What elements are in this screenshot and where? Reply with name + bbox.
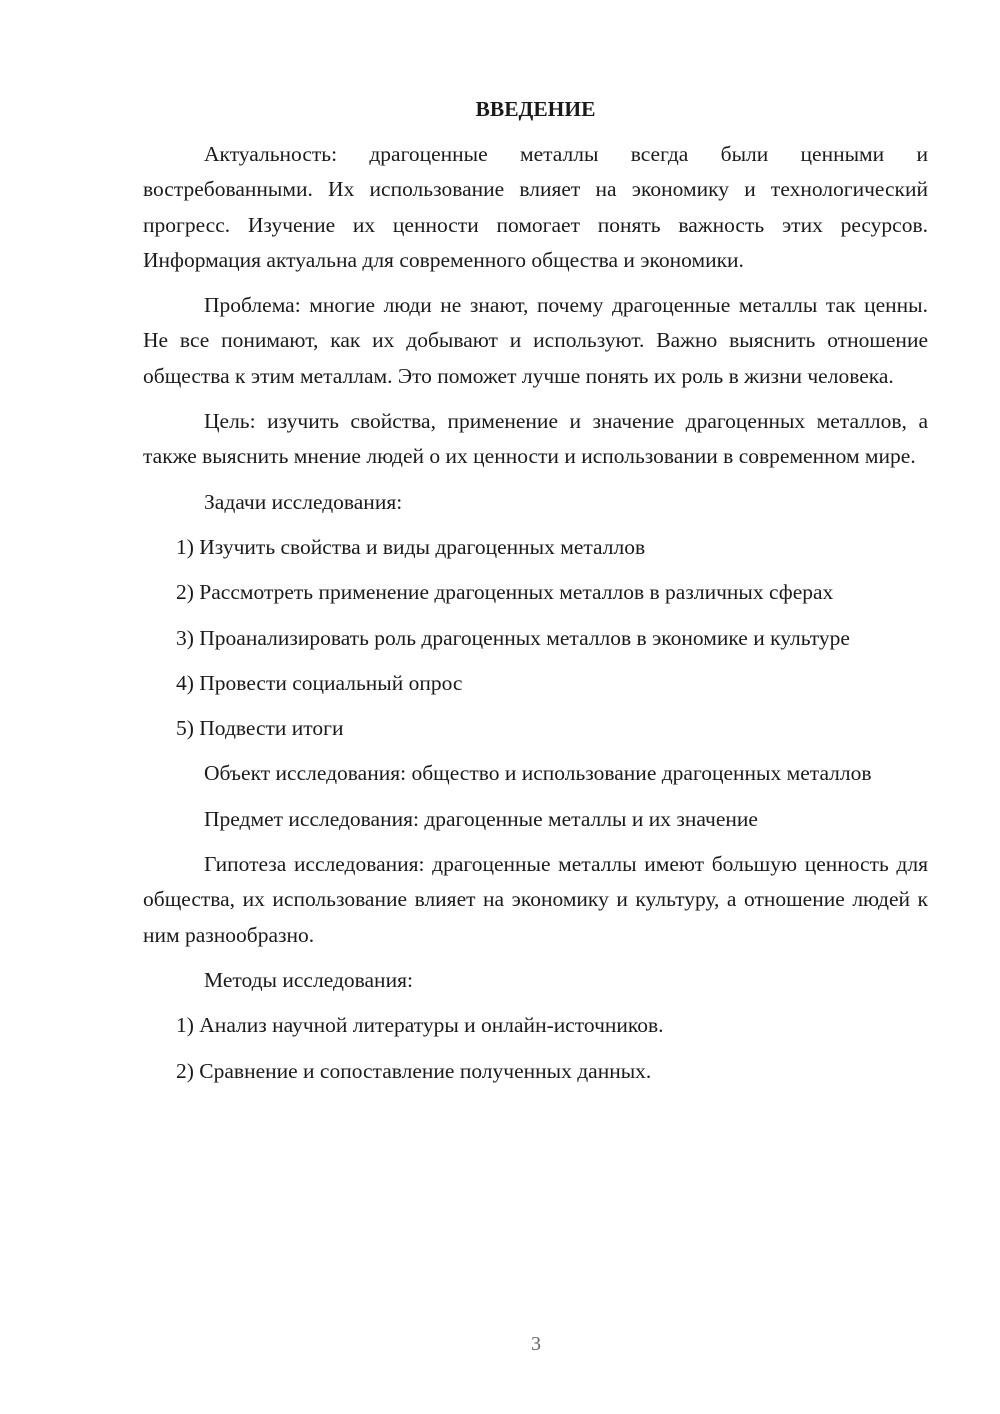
page-number: 3 — [531, 1333, 541, 1355]
method-item: 1) Анализ научной литературы и онлайн-источников. — [176, 1013, 664, 1038]
methods-heading: Методы исследования: — [204, 967, 413, 992]
task-item: 5) Подвести итоги — [176, 716, 344, 741]
task-item: 1) Изучить свойства и виды драгоценных металлов — [176, 534, 646, 559]
subject-paragraph: Предмет исследования: драгоценные металлы и их значение — [204, 806, 758, 831]
hypothesis-paragraph: Гипотеза исследования: драгоценные металлы имеют большую ценность для общества, их использование влияет на экономику и культуру, а отношение людей к ним разнообразно. — [143, 852, 928, 947]
relevance-paragraph: Актуальность: драгоценные металлы всегда были ценными и востребованными. Их использование влияет на экономику и технологический прогресс. Изучение их ценности помогает понять важность этих ресурсов. Информация актуальна для современного общества и экономики. — [143, 142, 928, 272]
page-title: ВВЕДЕНИЕ — [475, 97, 596, 121]
tasks-heading: Задачи исследования: — [204, 489, 403, 514]
document-page — [143, 92, 928, 1099]
object-paragraph: Объект исследования: общество и использование драгоценных металлов — [204, 761, 872, 786]
task-item: 2) Рассмотреть применение драгоценных металлов в различных сферах — [176, 580, 834, 605]
task-item: 4) Провести социальный опрос — [176, 670, 463, 695]
goal-paragraph: Цель: изучить свойства, применение и значение драгоценных металлов, а также выяснить мнение людей о их ценности и использовании в современном мире. — [143, 409, 928, 469]
method-item: 2) Сравнение и сопоставление полученных данных. — [176, 1058, 652, 1083]
problem-paragraph: Проблема: многие люди не знают, почему драгоценные металлы так ценны. Не все понимают, как их добывают и используют. Важно выяснить отношение общества к этим металлам. Это поможет лучше понять их роль в жизни человека. — [143, 293, 928, 388]
task-item: 3) Проанализировать роль драгоценных металлов в экономике и культуре — [176, 625, 850, 650]
